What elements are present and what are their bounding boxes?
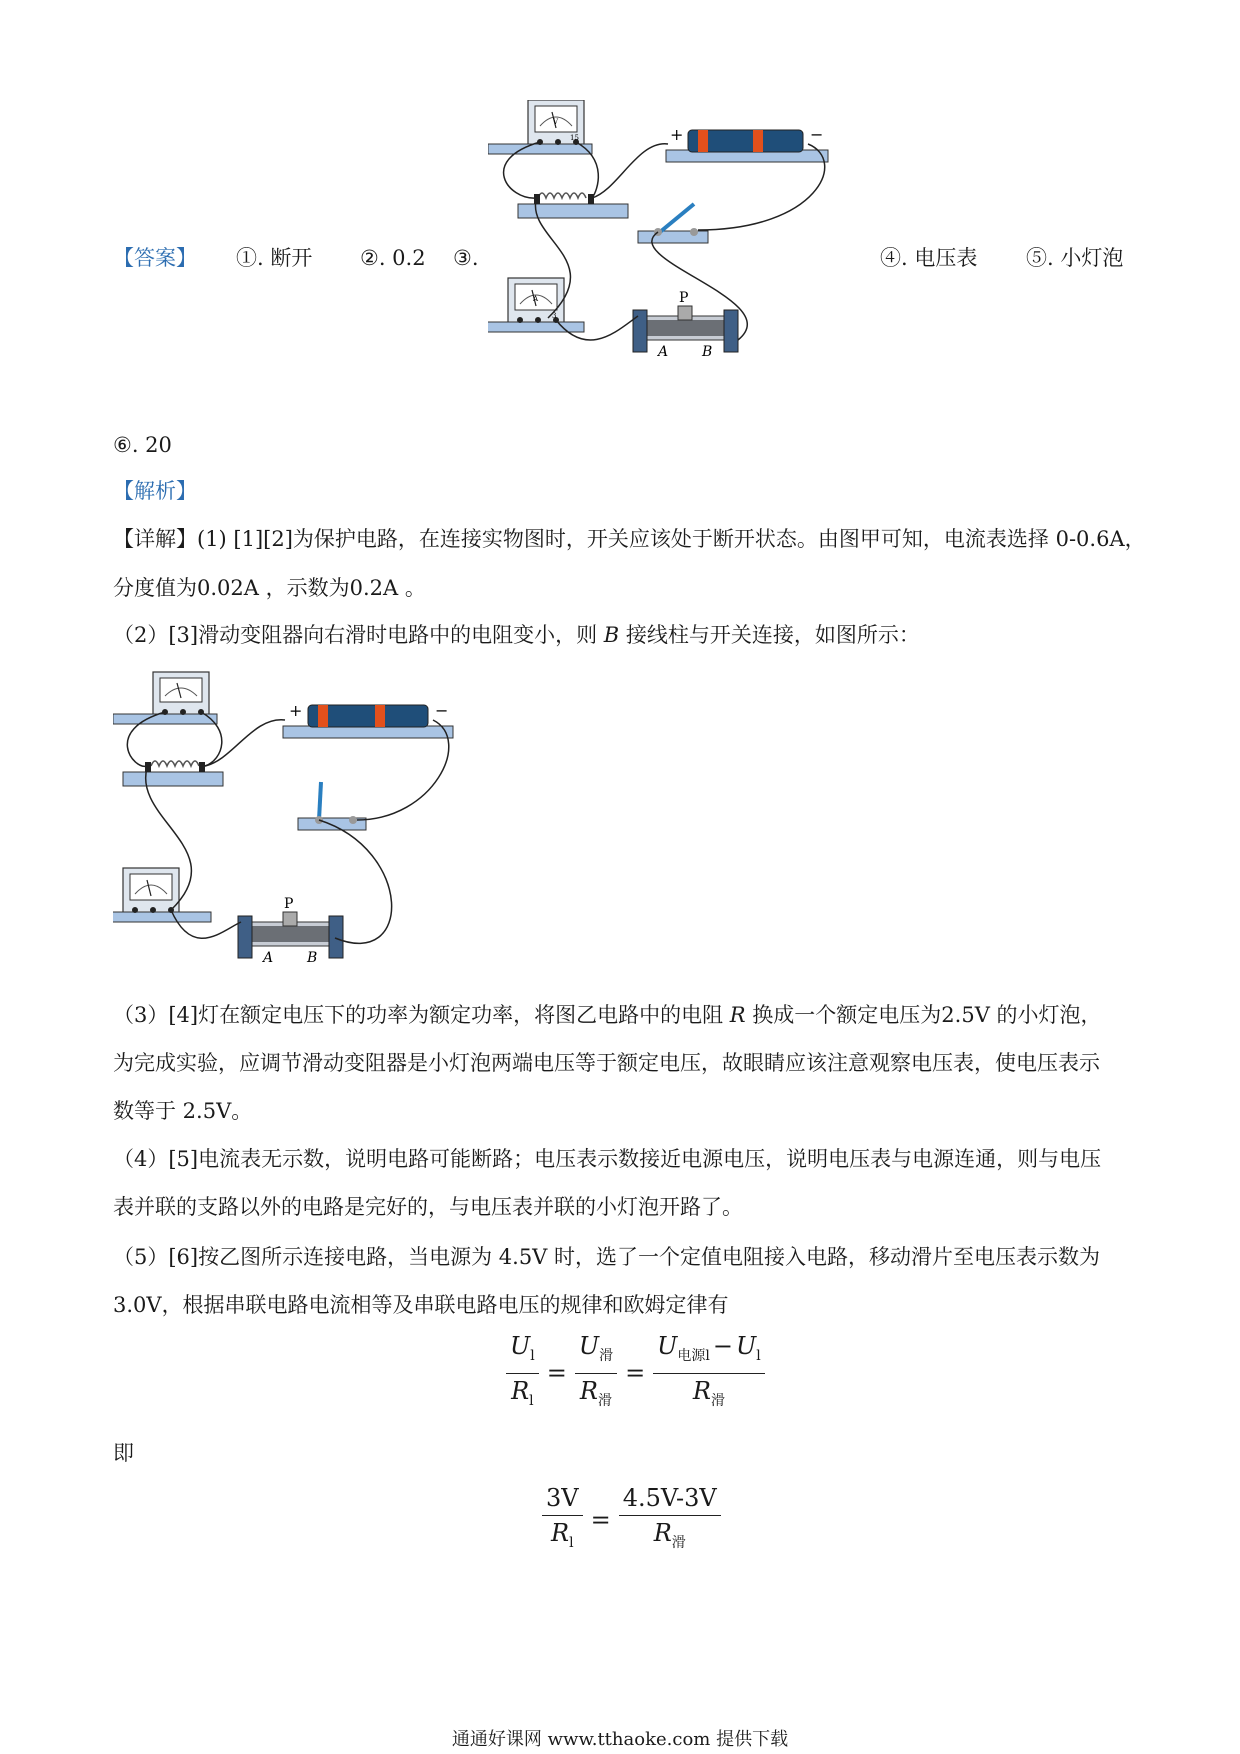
voltmeter (113, 672, 217, 724)
battery-plus-label: + (670, 125, 684, 144)
eq1-equals-1: = (546, 1359, 567, 1388)
circuit-diagram-answer (488, 100, 838, 410)
svg-text:+: + (289, 701, 303, 720)
p3-resistor-r: R (729, 1003, 746, 1027)
p2-text-a: （2）[3]滑动变阻器向右滑时电路中的电阻变小，则 (113, 623, 598, 647)
circuit-diagram-solution (113, 670, 463, 970)
eq2-frac-2: $\frac{4.5V-3V}{R_滑}$ (619, 1484, 721, 1557)
eq1-equals-2: = (625, 1359, 646, 1388)
battery-minus-label: − (810, 125, 824, 144)
page-footer: 通通好课网 www.tthaoke.com 提供下载 (451, 1729, 789, 1750)
answer-item-4: ④. 电压表 (880, 246, 978, 270)
p2-line1 (113, 620, 920, 650)
analysis-label: 【解析】 (113, 479, 197, 503)
answer-item-2: ②. 0.2 (360, 246, 426, 270)
answer-item-6: ⑥. 20 (113, 433, 172, 457)
battery (283, 701, 453, 738)
svg-text:−: − (435, 701, 449, 720)
p2-text-c: 接线柱与开关连接，如图所示： (625, 623, 920, 647)
slider-p-label: P (679, 290, 689, 306)
ammeter (113, 868, 211, 922)
svg-text:B: B (307, 950, 318, 966)
meter-a-scale: 3 (552, 312, 557, 320)
eq2-frac-1: $\frac{3V}{R_l}$ (542, 1484, 583, 1557)
rheostat (238, 896, 343, 966)
eq1-frac-2: $\frac{U_滑}{R_滑}$ (575, 1332, 617, 1415)
p4-line2: 表并联的支路以外的电路是完好的，与电压表并联的小灯泡开路了。 (113, 1195, 743, 1219)
p3-line3: 数等于 2.5V。 (113, 1099, 253, 1123)
p1-line1: 【详解】(1) [1][2]为保护电路，在连接实物图时，开关应该处于断开状态。由图甲可知，电流表选择 0-0.6A， (113, 527, 1146, 551)
terminal-a-label: A (658, 344, 669, 360)
answer-label: 【答案】 (113, 246, 197, 270)
knife-switch (638, 204, 708, 243)
p4-line1: （4）[5]电流表无示数，说明电路可能断路；电压表示数接近电源电压，说明电压表与电源连通，则与电压 (113, 1147, 1102, 1171)
equation-1 (500, 1332, 771, 1415)
answer-item-1: ①. 断开 (236, 246, 313, 270)
svg-text:A: A (263, 950, 274, 966)
ji-label: 即 (113, 1441, 134, 1465)
p2-terminal-b: B (603, 623, 620, 647)
coil-resistor (518, 193, 628, 218)
knife-switch (298, 782, 366, 830)
battery (666, 125, 828, 162)
p5-line1: （5）[6]按乙图所示连接电路，当电源为 4.5V 时，选了一个定值电阻接入电路，移动滑片至电压表示数为 (113, 1245, 1101, 1269)
answer-item-3: ③. (453, 246, 479, 270)
meter-a-mark: A (533, 295, 539, 303)
svg-text:P: P (284, 896, 294, 912)
meter-v-mark: V (553, 118, 559, 126)
eq1-frac-1: $\frac{U_l}{R_l}$ (506, 1332, 539, 1415)
p3-line2: 为完成实验，应调节滑动变阻器是小灯泡两端电压等于额定电压，故眼睛应该注意观察电压表，使电压表示 (113, 1051, 1100, 1075)
p5-line2: 3.0V，根据串联电路电流相等及串联电路电压的规律和欧姆定律有 (113, 1293, 729, 1317)
p3-text-c: 换成一个额定电压为2.5V 的小灯泡， (752, 1003, 1102, 1027)
answer-item-5: ⑤. 小灯泡 (1026, 246, 1124, 270)
voltmeter (488, 100, 592, 154)
eq1-frac-3: $\frac{U_{电源l} - U_l}{R_滑}$ (653, 1332, 765, 1415)
eq2-equals: = (590, 1506, 611, 1535)
p3-text-a: （3）[4]灯在额定电压下的功率为额定功率，将图乙电路中的电阻 (113, 1003, 724, 1027)
p1-line2: 分度值为0.02A ，示数为0.2A 。 (113, 576, 426, 600)
rheostat (633, 290, 738, 360)
equation-2 (536, 1484, 727, 1557)
meter-v-scale: 15 (570, 134, 579, 142)
terminal-b-label: B (702, 344, 713, 360)
p3-line1 (113, 1000, 1102, 1030)
